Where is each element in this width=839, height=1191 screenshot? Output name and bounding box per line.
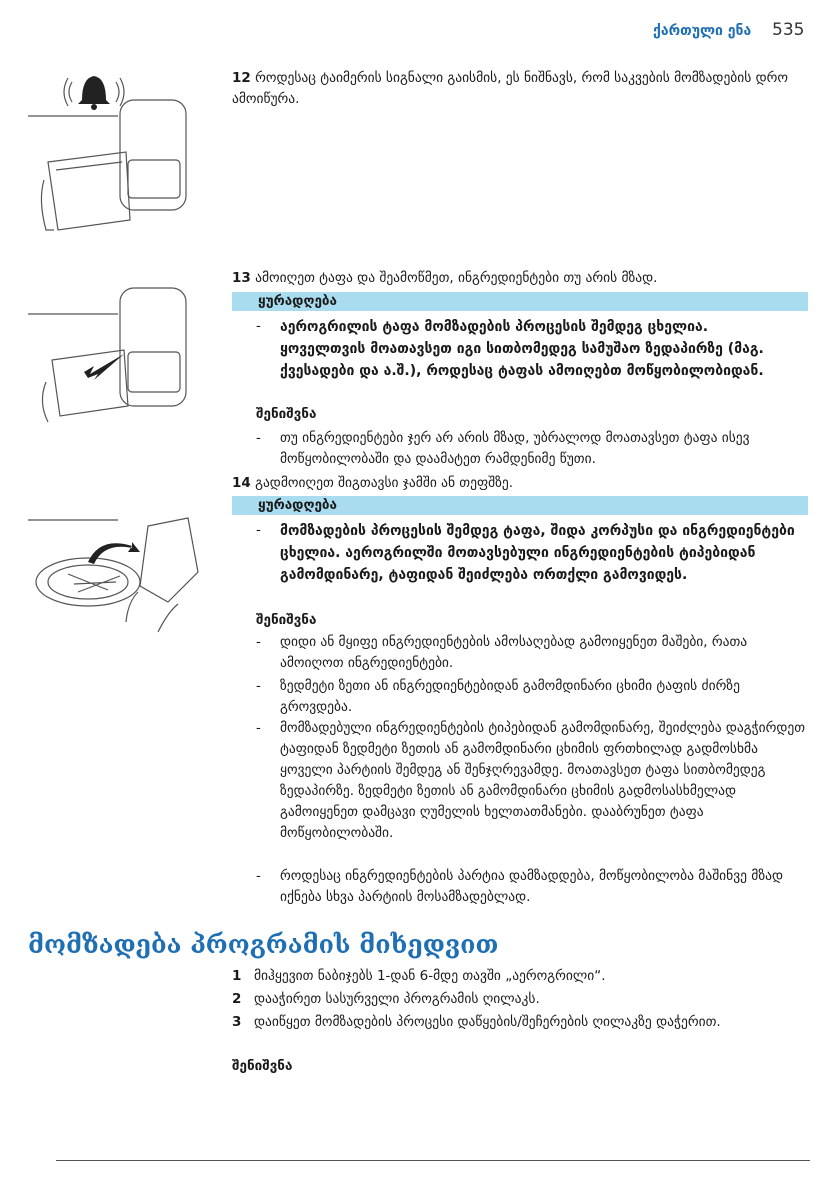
note-item bbox=[256, 718, 806, 844]
caution-item bbox=[256, 316, 796, 382]
bullet: - bbox=[256, 720, 261, 736]
caution-text: მომზადების პროცესის შემდეგ ტაფა, შიდა კორპუსი და ინგრედიენტები ცხელია. აეროგრილში მოთავსებული ინგრედიენტების ტიპებიდან გამომდინარე, ტაფიდან შეიძლება ორთქლი გამოვიდეს. bbox=[280, 523, 795, 583]
note-heading: შენიშვნა bbox=[232, 1058, 293, 1074]
note-heading: შენიშვნა bbox=[256, 612, 317, 628]
caution-bar: ყურადღება bbox=[232, 292, 808, 311]
section-step bbox=[232, 966, 812, 987]
note-text: ზედმეტი ზეთი ან ინგრედიენტებიდან გამომდინარი ცხიმი ტაფის ძირზე გროვდება. bbox=[280, 678, 740, 715]
note-item bbox=[256, 866, 806, 908]
note-heading: შენიშვნა bbox=[256, 406, 317, 422]
section-step bbox=[232, 989, 812, 1010]
footer-rule bbox=[56, 1160, 810, 1161]
step-text: დააჭირეთ სასურველი პროგრამის ღილაკს. bbox=[254, 991, 540, 1007]
step-text: ამოიღეთ ტაფა და შეამოწმეთ, ინგრედიენტები თუ არის მზად. bbox=[255, 270, 658, 286]
bullet: - bbox=[256, 430, 261, 446]
caution-text: აეროგრილის ტაფა მომზადების პროცესის შემდეგ ცხელია. ყოველთვის მოათავსეთ იგი სითბომედეგ სამუშაო ზედაპირზე (მაგ. ქვესადები და ა.შ.), როდესაც ტაფას ამოიღებთ მოწყობილობიდან. bbox=[280, 319, 764, 379]
bullet: - bbox=[256, 318, 261, 334]
note-item bbox=[256, 428, 806, 470]
section-title: მომზადება პროგრამის მიხედვით bbox=[28, 930, 499, 959]
note-text: თუ ინგრედიენტები ჯერ არ არის მზად, უბრალოდ მოათავსეთ ტაფა ისევ მოწყობილობაში და დაამატეთ რამდენიმე წუთი. bbox=[280, 430, 750, 467]
step-14 bbox=[232, 473, 812, 494]
step-number: 14 bbox=[232, 475, 251, 491]
note-text: მომზადებული ინგრედიენტების ტიპებიდან გამომდინარე, შეიძლება დაგჭირდეთ ტაფიდან ზედმეტი ზეთის ან გამომდინარი ცხიმის ფრთხილად გადმოსხმა ყოველი პარტიის შემდეგ ან შენჯღრევამდე. მოათავსეთ ტაფა სითბომედეგ ზედაპირზე. ზედმეტი ზეთის ან გამომდინარი ცხიმის გადმოსასხმელად გამოიყენეთ დამცავი ღუმელის ხელთათმანები. დააბრუნეთ ტაფა მოწყობილობაში. bbox=[280, 720, 806, 841]
bullet: - bbox=[256, 522, 261, 538]
note-text: დიდი ან მყიფე ინგრედიენტების ამოსაღებად გამოიყენეთ მაშები, რათა ამოიღოთ ინგრედიენტები. bbox=[280, 634, 748, 671]
illustration-timer-signal bbox=[28, 70, 218, 250]
step-number: 1 bbox=[232, 968, 242, 984]
caution-bar: ყურადღება bbox=[232, 496, 808, 515]
language-label: ქართული ენა bbox=[653, 23, 752, 39]
step-number: 3 bbox=[232, 1014, 242, 1030]
step-text: როდესაც ტაიმერის სიგნალი გაისმის, ეს ნიშნავს, რომ საკვების მომზადების დრო ამოიწურა. bbox=[232, 70, 789, 107]
step-text: დაიწყეთ მომზადების პროცესი დაწყების/შეჩერების ღილაკზე დაჭერით. bbox=[254, 1014, 721, 1030]
step-13 bbox=[232, 268, 812, 289]
step-number: 13 bbox=[232, 270, 251, 286]
illustration-remove-pan bbox=[28, 282, 218, 432]
bullet: - bbox=[256, 678, 261, 694]
step-text: მიჰყევით ნაბიჯებს 1-დან 6-მდე თავში „აეროგრილი“. bbox=[254, 968, 606, 984]
illustration-empty-pan bbox=[28, 512, 218, 642]
caution-item bbox=[256, 520, 796, 586]
note-item bbox=[256, 676, 806, 718]
step-number: 2 bbox=[232, 991, 242, 1007]
bell-icon bbox=[64, 76, 124, 110]
section-step bbox=[232, 1012, 752, 1033]
step-12 bbox=[232, 68, 792, 110]
step-text: გადმოიღეთ შიგთავსი ჯამში ან თეფშზე. bbox=[255, 475, 513, 491]
bullet: - bbox=[256, 634, 261, 650]
step-number: 12 bbox=[232, 70, 251, 86]
bullet: - bbox=[256, 868, 261, 884]
page-number: 535 bbox=[772, 20, 805, 40]
note-item bbox=[256, 632, 806, 674]
note-text: როდესაც ინგრედიენტების პარტია დამზადდება, მოწყობილობა მაშინვე მზად იქნება სხვა პარტიის მოსამზადებლად. bbox=[280, 868, 784, 905]
